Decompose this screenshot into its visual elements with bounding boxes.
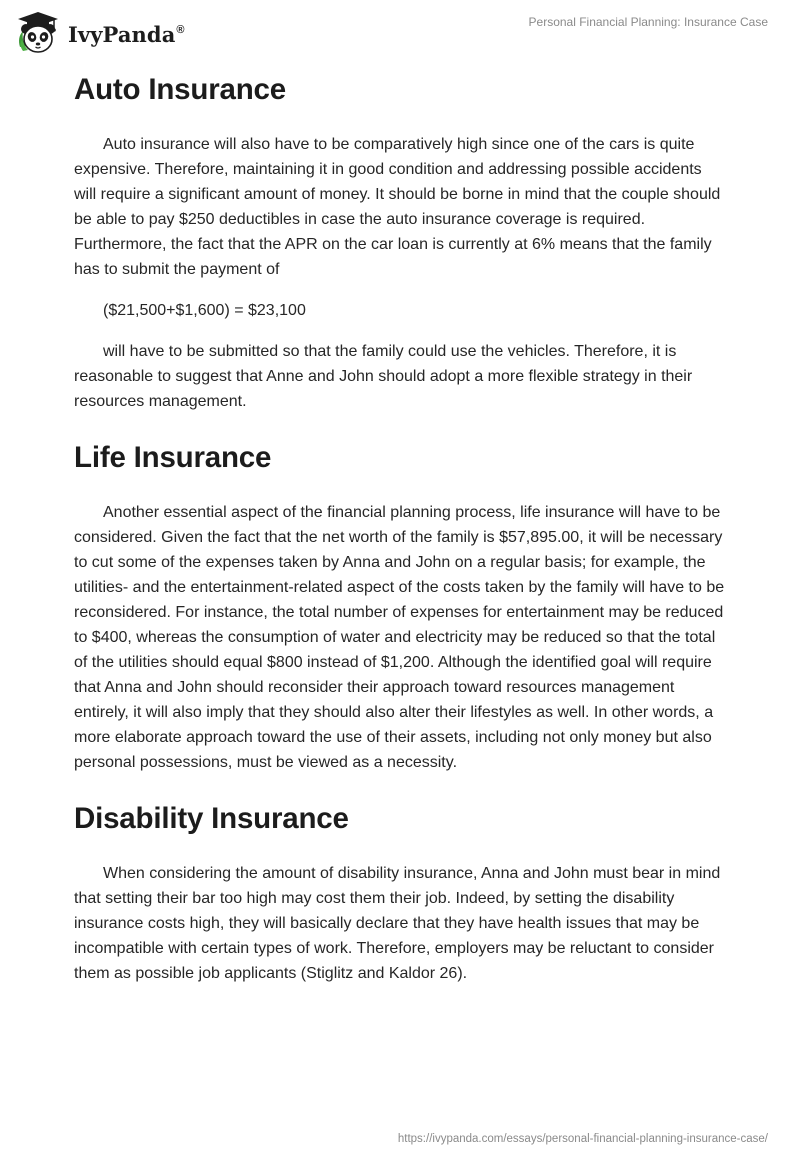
essay-content xyxy=(74,72,726,986)
document-title: Personal Financial Planning: Insurance Case xyxy=(528,15,768,29)
ivypanda-logo[interactable] xyxy=(14,8,185,58)
panda-graduate-icon xyxy=(14,9,62,57)
heading-disability-insurance: Disability Insurance xyxy=(74,802,349,835)
paragraph: Auto insurance will also have to be comparatively high since one of the cars is quite expensive. Therefore, maintaining it in good condition and addressing possible accidents will require a significant amount of money. It should be borne in mind that the couple should be able to pay $250 deductibles in case the auto insurance coverage is required. Furthermore, the fact that the APR on the car loan is currently at 6% means that the family has to submit the payment of xyxy=(74,136,721,278)
logo-name: IvyPanda xyxy=(68,21,176,47)
heading-auto-insurance: Auto Insurance xyxy=(74,73,286,106)
paragraph: will have to be submitted so that the family could use the vehicles. Therefore, it is reasonable to suggest that Anne and John should adopt a more flexible strategy in their resources management. xyxy=(74,343,693,410)
logo-wordmark xyxy=(68,22,185,47)
registered-mark: ® xyxy=(176,23,185,36)
source-url-link[interactable]: https://ivypanda.com/essays/personal-financial-planning-insurance-case/ xyxy=(397,1133,768,1145)
formula-line: ($21,500+$1,600) = $23,100 xyxy=(103,302,306,319)
paragraph: When considering the amount of disability insurance, Anna and John must bear in mind that setting their bar too high may cost them their job. Indeed, by setting the disability insurance costs high, they will basically declare that they have health issues that may be incompatible with certain types of work. Therefore, employers may be reluctant to consider them as possible job applicants (Stiglitz and Kaldor 26). xyxy=(74,865,721,982)
heading-life-insurance: Life Insurance xyxy=(74,441,272,474)
paragraph: Another essential aspect of the financial planning process, life insurance will have to be considered. Given the fact that the net worth of the family is $57,895.00, it will be necessary to cut some of the expenses taken by Anna and John on a regular basis; for example, the utilities- and the entertainment-related aspect of the costs taken by the family will have to be reconsidered. For instance, the total number of expenses for entertainment may be reduced to $400, whereas the consumption of water and electricity may be reduced so that the total of the utilities should equal $800 instead of $1,200. Although the identified goal will require that Anna and John should reconsider their approach toward resources management entirely, it will also imply that they should also alter their lifestyles as well. In other words, a more elaborate approach toward the use of their assets, including not only money but also personal possessions, must be viewed as a necessity. xyxy=(74,504,725,771)
